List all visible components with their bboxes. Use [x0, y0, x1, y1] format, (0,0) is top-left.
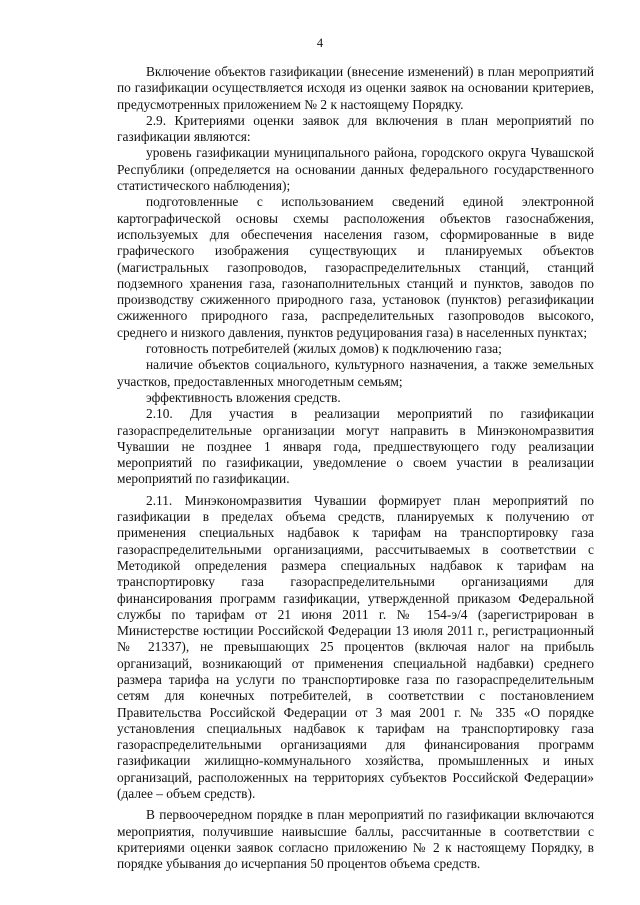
paragraph-2-9-criteria: 2.9. Критериями оценки заявок для включения в план мероприятий по газификации являются:	[117, 112, 594, 145]
paragraph-2-11-plan-formation: 2.11. Минэкономразвития Чувашии формирует план мероприятий по газификации в пределах объема средств, планируемых к получению от применения специальных надбавок к тарифам на транспортировку газа газораспределительными организациями, рассчитываемых в соответствии с Методикой определения размера специальных надбавок к тарифам на транспортировку газа газораспределительными организациями для финансирования программ газификации, утвержденной приказом Федеральной службы по тарифам от 21 июня 2011 г. № 154-э/4 (зарегистрирован в Министерстве юстиции Российской Федерации 13 июля 2011 г., регистрационный № 21337), не превышающих 25 процентов (включая налог на прибыль организаций, возникающий от применения специальной надбавки) среднего размера тарифа на услуги по транспортировке газа по газораспределительным сетям для конечных потребителей, в соответствии с постановлением Правительства Российской Федерации от 3 мая 2001 г. № 335 «О порядке установления специальных надбавок к тарифам на транспортировку газа газораспределительными организациями для финансирования программ газификации жилищно-коммунального хозяйства, промышленных и иных организаций, расположенных на территориях субъектов Российской Федерации» (далее – объем средств).	[117, 492, 594, 802]
page-number: 4	[316, 36, 324, 50]
paragraph-gasification-level: уровень газификации муниципального района, городского округа Чувашской Республики (определяется на основании данных федерального государственного статистического наблюдения);	[117, 145, 594, 194]
paragraph-inclusion-of-objects: Включение объектов газификации (внесение изменений) в план мероприятий по газификации осуществляется исходя из оценки заявок на основании критериев, предусмотренных приложением № 2 к настоящему Порядку.	[117, 64, 594, 112]
paragraph-social-objects: наличие объектов социального, культурного назначения, а также земельных участков, предоставленных многодетным семьям;	[117, 357, 594, 389]
paragraph-consumer-readiness: готовность потребителей (жилых домов) к подключению газа;	[146, 341, 502, 357]
paragraph-investment-efficiency: эффективность вложения средств.	[146, 389, 341, 405]
paragraph-priority-inclusion: В первоочередном порядке в план мероприятий по газификации включаются мероприятия, получившие наивысшие баллы, рассчитанные в соответствии с критериями оценки заявок согласно приложению № 2 к настоящему Порядку, в порядке убывания до исчерпания 50 процентов объема средств.	[117, 807, 594, 872]
document-body	[117, 64, 594, 873]
paragraph-2-10-notification: 2.10. Для участия в реализации мероприятий по газификации газораспределительные организации могут направить в Минэкономразвития Чувашии не позднее 1 января года, предшествующего году реализации мероприятий по газификации, уведомление о своем участии в реализации мероприятий по газификации.	[117, 406, 594, 487]
paragraph-gas-supply-schemes: подготовленные с использованием сведений единой электронной картографической основы схемы расположения объектов газоснабжения, используемых для обеспечения населения газом, сформированные в виде графического изображения существующих и планируемых объектов (магистральных газопроводов, газораспределительных станций, станций подземного хранения газа, газонаполнительных станций и пунктов, заводов по производству сжиженного природного газа, установок (пунктов) регазификации сжиженного природного газа, распределительных газопроводов высокого, среднего и низкого давления, пунктов редуцирования газа) в населенных пунктах;	[117, 194, 594, 340]
